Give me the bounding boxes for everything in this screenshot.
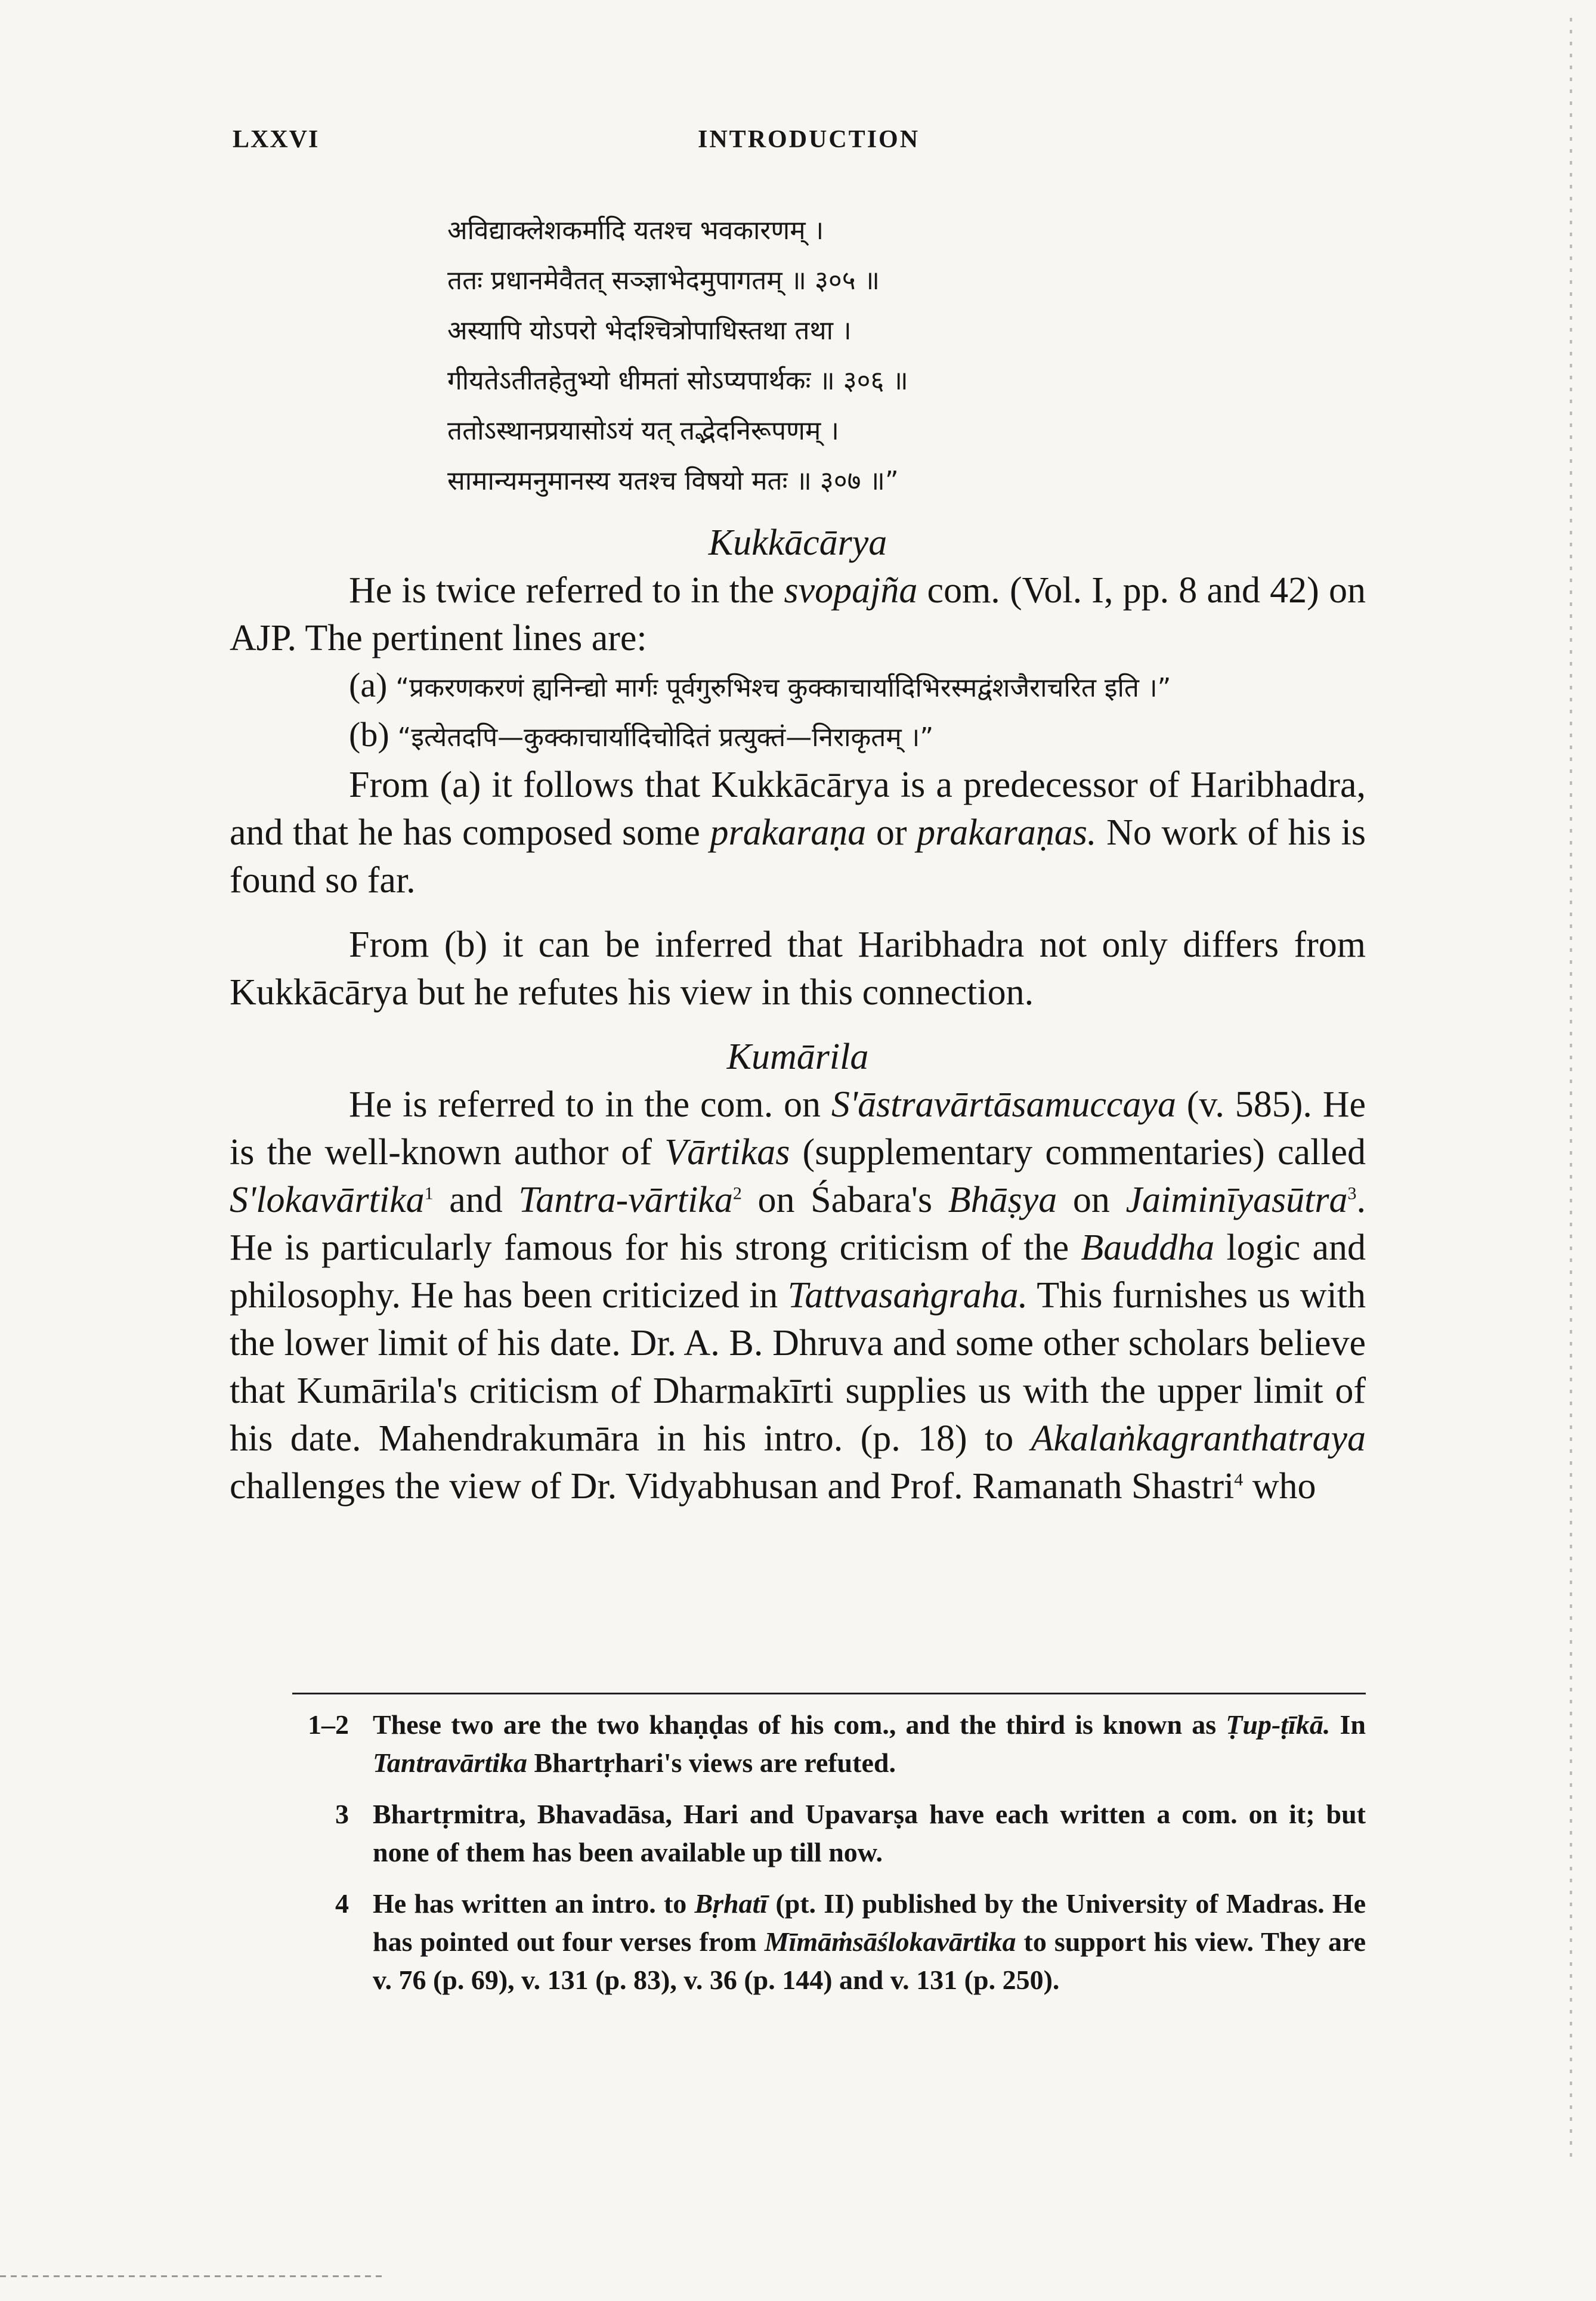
verse-line: अविद्याक्लेशकर्मादि यतश्च भवकारणम् । [447, 215, 824, 246]
verse-line: सामान्यमनुमानस्य यतश्च विषयो मतः ॥ ३०७ ॥” [447, 466, 899, 496]
verse-line: गीयतेऽतीतहेतुभ्यो धीमतां सोऽप्यपार्थकः ॥ ३०६ ॥ [447, 366, 908, 396]
paragraph: He is referred to in the com. on S'āstravārtāsamuccaya (v. 585). He is the well-known author of Vārtikas (supplementary commentaries) called S'lokavārtika$^1$ and Tantra-vārtika$^2$ on Śabara's Bhāṣya on Jaiminīyasūtra$^3$. He is particularly famous for his strong criticism of the Bauddha logic and philosophy. He has been criticized in Tattvasaṅgraha. This furnishes us with the lower limit of his date. Dr. A. B. Dhruva and some other scholars believe that Kumārila's criticism of Dharmakīrti supplies us with the upper limit of his date. Mahendrakumāra in his intro. (p. 18) to Akalaṅkagranthatraya challenges the view of Dr. Vidyabhusan and Prof. Ramanath Shastri$^4$ who [230, 1084, 1366, 1507]
verse-line: ततोऽस्थानप्रयासोऽयं यत् तद्भेदनिरूपणम् । [447, 416, 839, 446]
footnote-ref: 4 [1234, 1470, 1244, 1490]
footnote: 4 He has written an intro. to Bṛhatī (pt. II) published by the University of Madras. He has pointed out four verses from Mīmāṁsāślokavārtika to support his view. They are v. 76 (p. 69), v. 131 (p. 83), v. 36 (p. 144) and v. 131 (p. 250). [289, 1885, 1366, 1999]
paragraph: He is twice referred to in the svopajña com. (Vol. I, pp. 8 and 42) on AJP. The pertinent lines are: [230, 570, 1366, 658]
running-title: INTRODUCTION [698, 126, 920, 153]
scan-edge [0, 2275, 382, 2277]
paragraph: From (a) it follows that Kukkācārya is a predecessor of Haribhadra, and that he has composed some prakaraṇa or prakaraṇas. No work of his is found so far. [230, 765, 1366, 901]
main-text [230, 519, 1366, 1510]
running-header [0, 125, 1596, 161]
section-heading-kumarila: Kumārila [726, 1037, 869, 1077]
footnotes [289, 1706, 1366, 2012]
quote-b: (b) “इत्येतदपि—कुक्काचार्यादिचोदितं प्रत्युक्तं—निराकृतम् ।” [349, 715, 934, 754]
paragraph: From (b) it can be inferred that Haribhadra not only differs from Kukkācārya but he refutes his view in this connection. [230, 924, 1366, 1013]
verse-line: ततः प्रधानमेवैतत् सञ्ज्ञाभेदमुपागतम् ॥ ३०५ ॥ [447, 265, 880, 296]
verse-line: अस्यापि योऽपरो भेदश्चित्रोपाधिस्तथा तथा । [447, 316, 852, 346]
footnote-ref: 2 [732, 1183, 742, 1204]
footnote: 3 Bhartṛmitra, Bhavadāsa, Hari and Upavarṣa have each written a com. on it; but none of them has been available up till now. [289, 1795, 1366, 1872]
sanskrit-verses [447, 206, 1342, 506]
footnote-ref: 3 [1347, 1183, 1357, 1204]
footnote-number: 3 [335, 1799, 349, 1829]
footnote-divider [292, 1693, 1366, 1694]
quote-a: (a) “प्रकरणकरणं ह्यनिन्द्यो मार्गः पूर्वगुरुभिश्च कुक्काचार्यादिभिरस्मद्वंशजैराचरित इति ।” [349, 666, 1171, 704]
scan-edge [1570, 18, 1572, 2165]
section-heading-kukkacarya: Kukkācārya [708, 522, 887, 563]
footnote-number: 1–2 [308, 1709, 349, 1740]
footnote-number: 4 [335, 1888, 349, 1919]
page-number: LXXVI [233, 126, 320, 153]
footnote: 1–2 These two are the two khaṇḍas of his com., and the third is known as Ṭup-ṭīkā. In Tantravārtika Bhartṛhari's views are refuted. [289, 1706, 1366, 1782]
footnote-ref: 1 [424, 1183, 434, 1204]
